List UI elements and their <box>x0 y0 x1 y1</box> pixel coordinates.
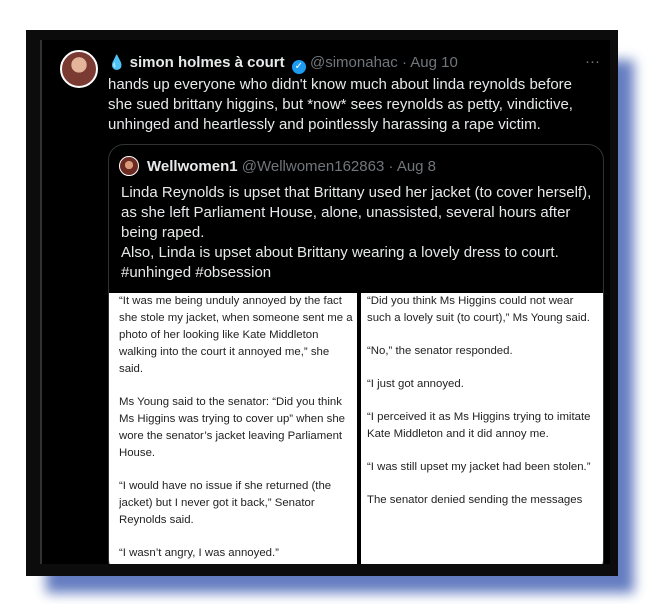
article-paragraph: “I wasn’t angry, I was annoyed.” <box>119 547 279 559</box>
tweet-text: hands up everyone who didn't know much about linda reynolds before she sued brittany higgins, but *now* sees reynolds as petty, vindictive, unhinged and heartlessly and pointlessly harassing a rape victim. <box>108 76 573 133</box>
handle[interactable]: @simonahac <box>310 54 398 71</box>
article-paragraph: “Did you think Ms Higgins could not wear such a lovely suit (to court),” Ms Young said. <box>367 295 590 324</box>
tweet-header <box>108 52 608 72</box>
column-divider <box>357 293 361 564</box>
article-paragraph: “It was me being unduly annoyed by the fact she stole my jacket, when someone sent me a photo of her looking like Kate Middleton walking into the court it annoyed me,” she said. <box>119 295 353 375</box>
separator-dot: · <box>388 158 394 175</box>
article-paragraph: “I perceived it as Ms Higgins trying to imitate Kate Middleton and it did annoy me. <box>367 411 591 440</box>
more-options-icon[interactable]: ··· <box>585 53 600 70</box>
quote-handle[interactable]: @Wellwomen162863 <box>241 158 385 175</box>
article-paragraph: The senator denied sending the messages <box>367 494 583 506</box>
article-column-right <box>367 293 597 564</box>
article-column-left <box>119 293 355 564</box>
article-paragraph: “I just got annoyed. <box>367 378 464 390</box>
article-paragraph: “I would have no issue if she returned (the jacket) but I never got it back,” Senator Reynolds said. <box>119 480 332 526</box>
tweet-date[interactable]: Aug 10 <box>410 54 458 71</box>
water-drop-icon: 💧 <box>108 54 126 70</box>
quote-line: Also, Linda is upset about Brittany wearing a lovely dress to court. <box>121 244 559 261</box>
quote-text <box>121 183 597 283</box>
quote-date[interactable]: Aug 8 <box>396 158 437 175</box>
display-name[interactable]: simon holmes à court <box>129 54 285 71</box>
article-paragraph: “No,” the senator responded. <box>367 345 513 357</box>
article-paragraph: “I was still upset my jacket had been stolen.” <box>367 461 591 473</box>
separator-dot: · <box>401 54 407 71</box>
quote-header <box>147 157 436 177</box>
verified-badge-icon: ✓ <box>292 60 306 74</box>
tweet-card[interactable] <box>40 40 610 564</box>
quote-hashtags[interactable]: #unhinged #obsession <box>121 264 272 281</box>
quote-display-name[interactable]: Wellwomen1 <box>147 158 238 175</box>
quoted-tweet[interactable] <box>108 144 604 564</box>
quote-line: Linda Reynolds is upset that Brittany used her jacket (to cover herself), as she left Parliament House, alone, unassisted, several hours after being raped. <box>121 184 592 241</box>
article-paragraph: Ms Young said to the senator: “Did you think Ms Higgins was trying to cover up” when she wore the senator’s jacket leaving Parliament House. <box>119 396 346 459</box>
avatar[interactable] <box>60 50 98 88</box>
quote-avatar[interactable] <box>119 156 139 176</box>
article-screenshot-image[interactable] <box>109 293 603 564</box>
